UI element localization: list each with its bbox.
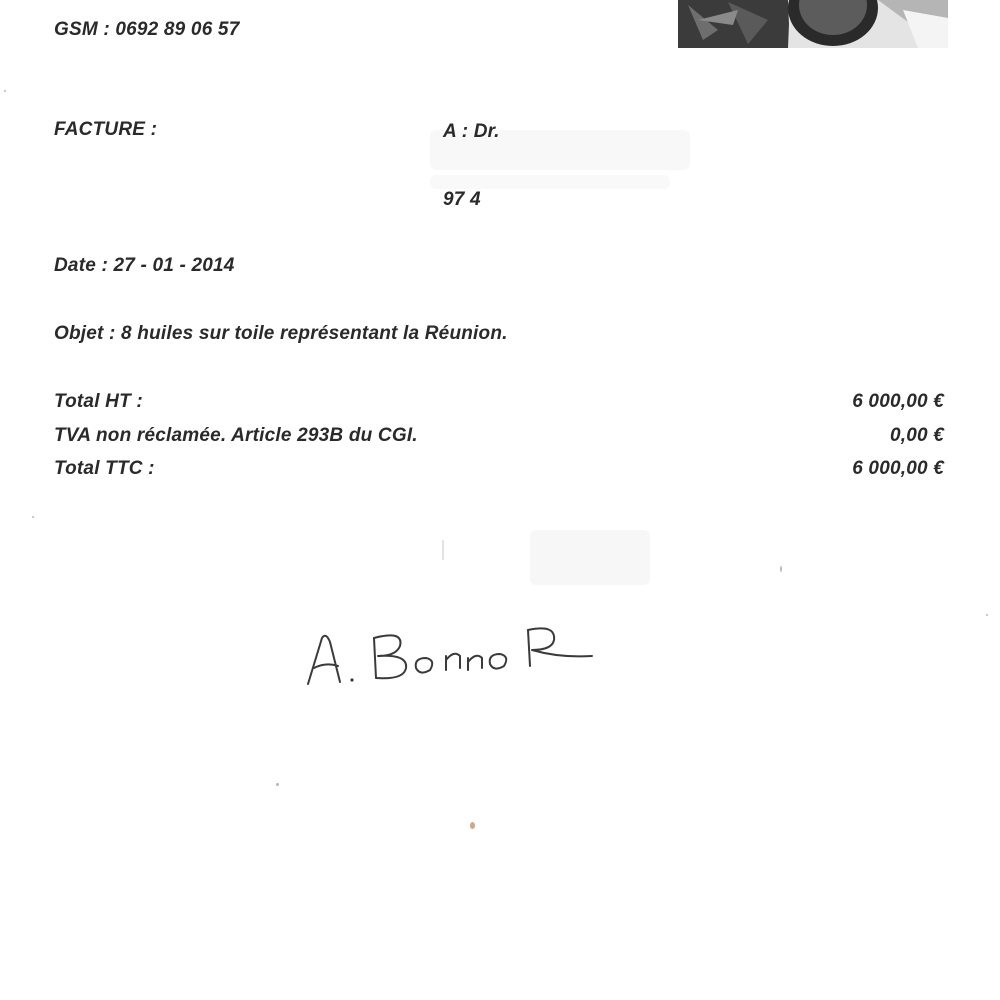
recipient-postal-code: 97 4	[443, 189, 481, 210]
total-ht-label: Total HT :	[54, 391, 143, 412]
invoice-object: Objet : 8 huiles sur toile représentant la Réunion.	[54, 323, 508, 344]
gsm-phone: GSM : 0692 89 06 57	[54, 19, 240, 40]
portrait-photo	[678, 0, 948, 48]
scan-speck	[780, 566, 782, 572]
scan-smudge	[530, 530, 650, 585]
scan-speck	[32, 516, 34, 518]
handwritten-signature	[300, 612, 610, 702]
tva-value: 0,00 €	[889, 425, 944, 446]
scan-speck	[986, 614, 988, 616]
scan-speck	[442, 540, 444, 560]
invoice-title: FACTURE :	[54, 119, 158, 140]
scan-speck	[4, 90, 6, 92]
scan-smudge	[430, 175, 670, 189]
total-ht-value: 6 000,00 €	[852, 391, 944, 412]
total-ttc-value: 6 000,00 €	[852, 458, 944, 479]
recipient-label: A : Dr.	[443, 121, 500, 142]
scan-speck	[276, 783, 279, 786]
invoice-date: Date : 27 - 01 - 2014	[54, 255, 235, 276]
tva-label: TVA non réclamée. Article 293B du CGI.	[54, 425, 418, 446]
scan-speck	[470, 822, 475, 829]
total-ttc-label: Total TTC :	[54, 458, 155, 479]
